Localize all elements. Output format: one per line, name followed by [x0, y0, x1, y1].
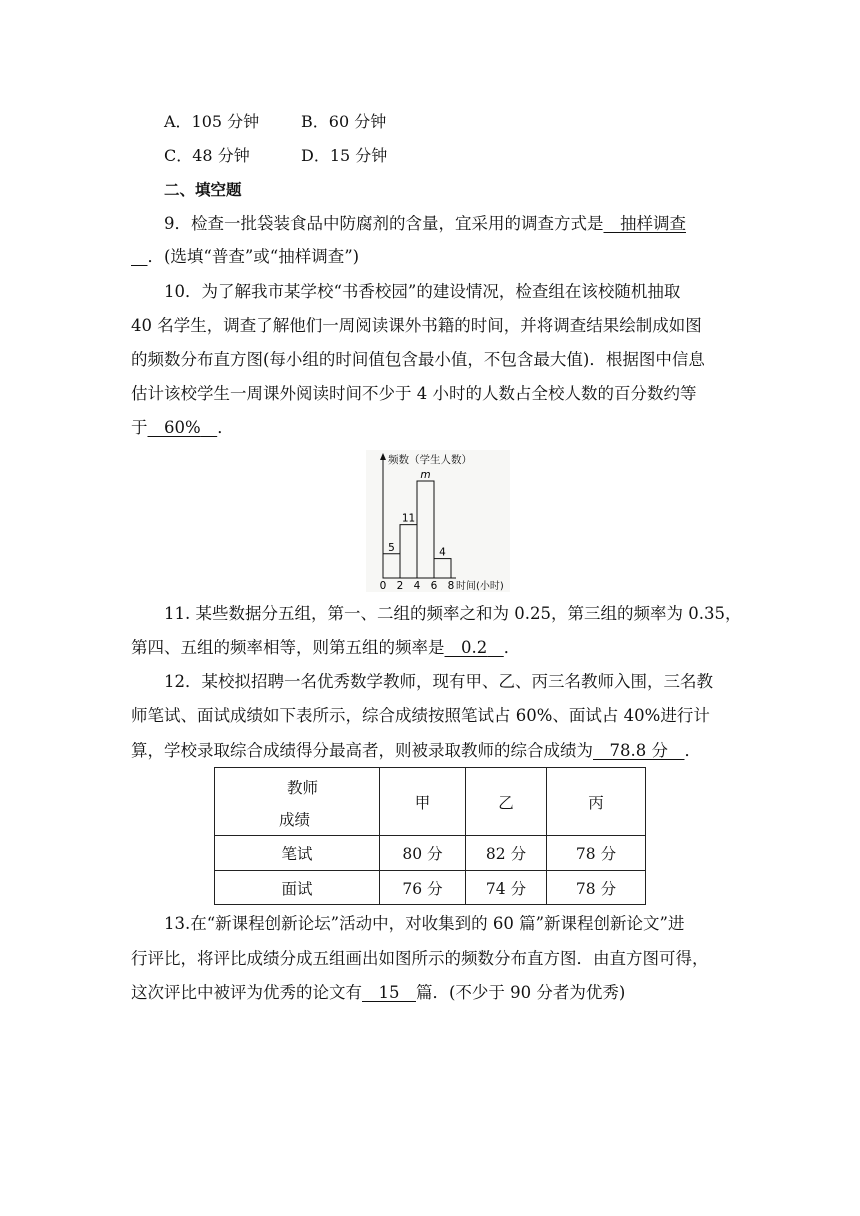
corner-bottom-label: 成绩 [279, 811, 311, 829]
table-header-cell: 甲 [380, 768, 466, 836]
question-10-line-1: 10．为了解我市某学校“书香校园”的建设情况，检查组在该校随机抽取 [164, 282, 681, 301]
corner-top-label: 教师 [287, 779, 319, 797]
question-9-line-2: ．(选填“普查”或“抽样调查”) [131, 246, 359, 268]
y-axis-label: 频数（学生人数） [388, 454, 472, 466]
score-table [214, 767, 646, 905]
question-10-line-5: 于 60% ． [131, 418, 234, 437]
table-cell: 78 分 [547, 836, 646, 871]
question-13-line-2: 行评比，将评比成绩分成五组画出如图所示的频数分布直方图．由直方图可得， [131, 949, 709, 968]
question-10-line-3: 的频数分布直方图(每小组的时间值包含最小值，不包含最大值)．根据图中信息 [131, 350, 705, 369]
q10-answer-blank: 60% [164, 418, 201, 437]
q9-blank-end [131, 247, 148, 266]
q13-answer-blank: 15 [378, 983, 400, 1002]
option-c: C．48 分钟 [164, 146, 250, 165]
table-row [215, 836, 646, 871]
table-cell: 80 分 [380, 836, 466, 871]
x-axis-label: 时间(小时) [456, 581, 504, 592]
bar-label: 4 [439, 546, 446, 559]
table-header-cell: 丙 [547, 768, 646, 836]
option-b: B．60 分钟 [301, 112, 387, 131]
question-12-line-3: 算，学校录取综合成绩得分最高者，则被录取教师的综合成绩为 78.8 分 ． [131, 741, 701, 760]
bar-label: 11 [401, 512, 416, 525]
question-12-line-2: 师笔试、面试成绩如下表所示，综合成绩按照笔试占 60%、面试占 40%进行计 [131, 706, 710, 725]
row-label: 笔试 [215, 836, 380, 871]
table-cell: 82 分 [466, 836, 547, 871]
q9-answer-blank: 抽样调查 [620, 214, 686, 233]
table-row [215, 871, 646, 905]
bar-label: m [420, 469, 431, 481]
question-13-line-3: 这次评比中被评为优秀的论文有 15 篇．(不少于 90 分者为优秀) [131, 983, 626, 1002]
question-11-line-1: 11. 某些数据分五组，第一、二组的频率之和为 0.25，第三组的频率为 0.35， [164, 604, 742, 623]
option-d: D．15 分钟 [301, 146, 388, 165]
question-13-line-1: 13.在“新课程创新论坛”活动中，对收集到的 60 篇”新课程创新论文”进 [164, 914, 685, 933]
table-cell: 78 分 [547, 871, 646, 905]
question-11-line-2: 第四、五组的频率相等，则第五组的频率是 0.2 ． [131, 638, 521, 657]
row-label: 面试 [215, 871, 380, 905]
question-10-line-4: 估计该校学生一周课外阅读时间不少于 4 小时的人数占全校人数的百分数约等 [131, 384, 697, 403]
table-cell: 76 分 [380, 871, 466, 905]
question-10-line-2: 40 名学生，调查了解他们一周阅读课外书籍的时间，并将调查结果绘制成如图 [131, 316, 702, 335]
x-tick-label: 2 [396, 580, 404, 592]
frequency-histogram [366, 450, 510, 592]
q12-answer-blank: 78.8 分 [609, 741, 668, 760]
q11-answer-blank: 0.2 [461, 638, 488, 657]
question-9-line-1 [164, 213, 686, 235]
section-title: 二、填空题 [164, 181, 242, 199]
x-tick-label: 6 [430, 580, 438, 592]
table-corner-cell [215, 768, 380, 836]
question-12-line-1: 12．某校拟招聘一名优秀数学教师，现有甲、乙、丙三名教师入围，三名教 [164, 672, 713, 691]
table-cell: 74 分 [466, 871, 547, 905]
x-tick-label: 0 [379, 580, 387, 592]
bar-label: 5 [388, 541, 395, 554]
table-header-cell: 乙 [466, 768, 547, 836]
x-tick-label: 8 [447, 580, 455, 592]
x-tick-label: 4 [413, 580, 421, 592]
q9-text: 9．检查一批袋装食品中防腐剂的含量，宜采用的调查方式是 [164, 214, 604, 233]
option-a: A．105 分钟 [164, 112, 260, 131]
